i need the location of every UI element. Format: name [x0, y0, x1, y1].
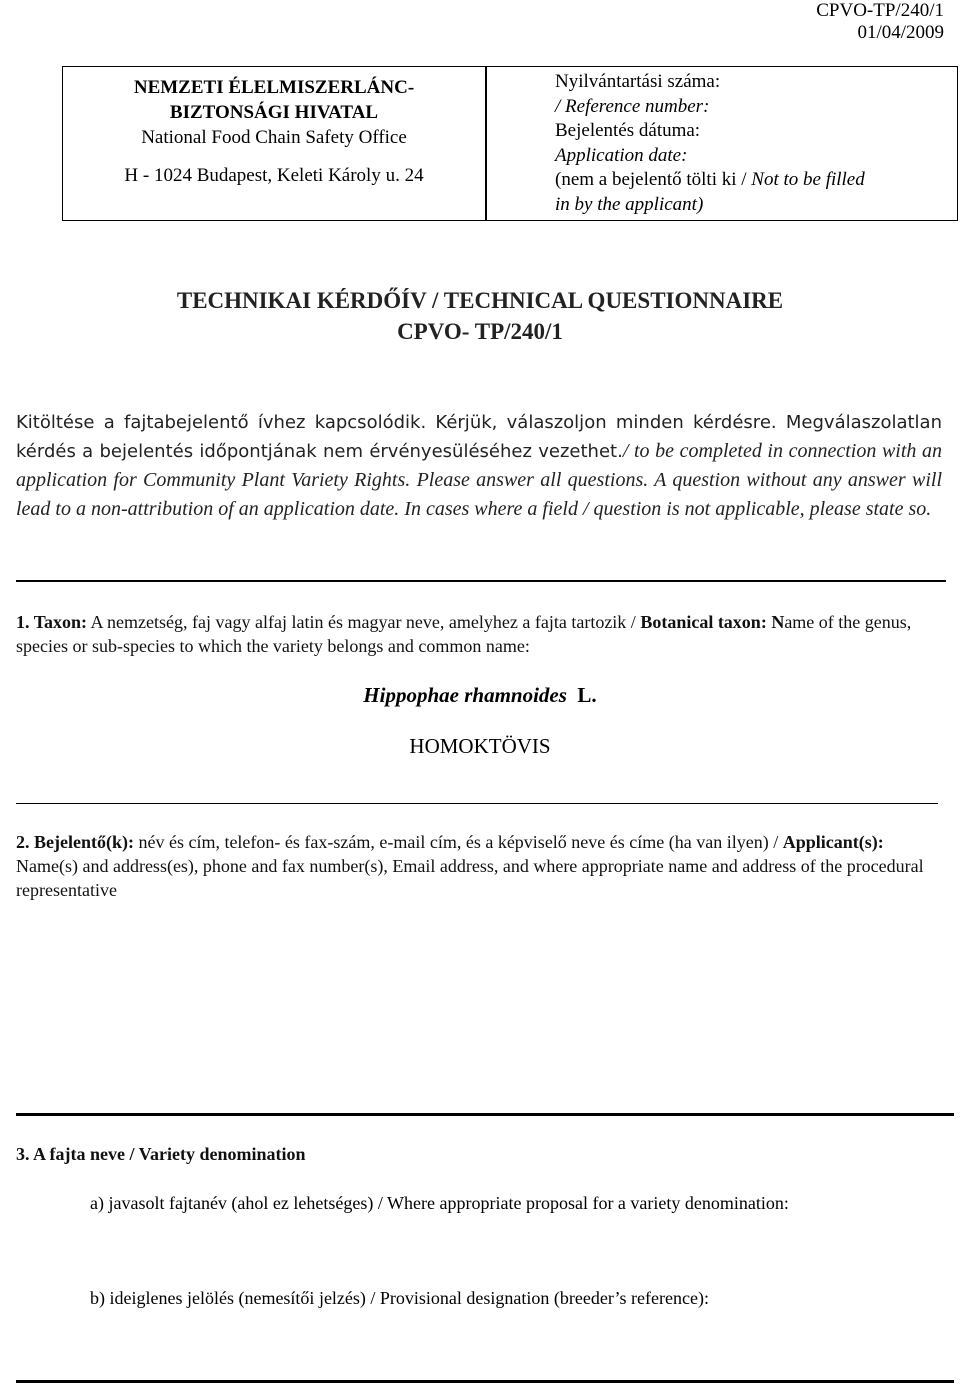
- office-name-en: National Food Chain Safety Office: [141, 127, 407, 148]
- q1-label-hu: Taxon:: [33, 612, 88, 632]
- q3b-provisional-designation: b) ideiglenes jelölés (nemesítői jelzés) / Provisional designation (breeder’s reference):: [90, 1288, 709, 1308]
- q2-text-en: Name(s) and address(es), phone and fax number(s), Email address, and where appropriate name and address of the procedural representative: [16, 856, 924, 900]
- q2-label-hu: Bejelentő(k):: [34, 832, 134, 852]
- q1-answer-species: Hippophae rhamnoides: [363, 683, 567, 707]
- office-name-hu-1: NEMZETI ÉLELMISZERLÁNC-: [133, 77, 415, 98]
- office-use-note-en-2: in by the applicant): [555, 193, 704, 215]
- divider-4: [16, 1380, 954, 1383]
- q3a-proposed-denomination: a) javasolt fajtanév (ahol ez lehetséges) / Where appropriate proposal for a variety denomination:: [90, 1193, 789, 1213]
- q1-number: 1.: [16, 612, 34, 632]
- divider-2: [16, 803, 938, 804]
- page-title: TECHNIKAI KÉRDŐÍV / TECHNICAL QUESTIONNAIRE: [176, 288, 784, 313]
- document-code: CPVO-TP/240/1: [816, 0, 944, 21]
- q1-text-hu: A nemzetség, faj vagy alfaj latin és magyar neve, amelyhez a fajta tartozik /: [87, 612, 641, 632]
- application-date-label-en: Application date:: [555, 144, 688, 166]
- reference-label-en: / Reference number:: [555, 95, 710, 117]
- office-use-note-hu: (nem a bejelentő tölti ki /: [555, 169, 752, 190]
- document-date: 01/04/2009: [857, 22, 944, 43]
- office-use-note-en-1: Not to be filled: [751, 169, 865, 190]
- registry-box: [486, 66, 958, 221]
- q2-number: 2.: [16, 832, 34, 852]
- instructions: [16, 409, 942, 524]
- office-address: H - 1024 Budapest, Keleti Károly u. 24: [124, 165, 424, 186]
- office-use-note: [555, 168, 957, 193]
- divider-1: [16, 580, 946, 582]
- application-date-label-hu: Bejelentés dátuma:: [555, 120, 701, 141]
- q1-answer-author: L.: [577, 683, 597, 707]
- instructions-hu: Kitöltése a fajtabejelentő ívhez kapcsolódik. Kérjük, válaszoljon minden kérdésre. Megválaszolatlan kérdés a bejelentés időpontjának nem érvényesüléséhez vezethet.: [16, 412, 942, 462]
- office-name-hu-2: BIZTONSÁGI HIVATAL: [169, 102, 379, 123]
- q1-label-en: Botanical taxon: N: [640, 612, 785, 632]
- question-3-title: 3. A fajta neve / Variety denomination: [16, 1144, 306, 1164]
- divider-3: [16, 1113, 954, 1116]
- q2-label-en: Applicant(s):: [782, 832, 884, 852]
- question-1: [16, 610, 944, 658]
- reference-label-hu: Nyilvántartási száma:: [555, 71, 721, 92]
- office-box: [62, 66, 486, 221]
- question-2: [16, 830, 944, 902]
- q1-text-en: ame of the genus, species or sub-species to which the variety belongs and common name:: [16, 612, 912, 656]
- q1-answer-latin-name: [0, 682, 960, 708]
- page-subtitle: CPVO- TP/240/1: [397, 319, 563, 344]
- q2-text-hu: név és cím, telefon- és fax-szám, e-mail cím, és a képviselő neve és címe (ha van ilyen) /: [133, 832, 783, 852]
- q1-answer-common-name: HOMOKTÖVIS: [409, 734, 551, 758]
- instructions-en: / to be completed in connection with an application for Community Plant Variety Rights. Please answer all questions. A question without any answer will lead to a non-attribution of an application date. In cases where a field / question is not applicable, please state so.: [16, 440, 943, 520]
